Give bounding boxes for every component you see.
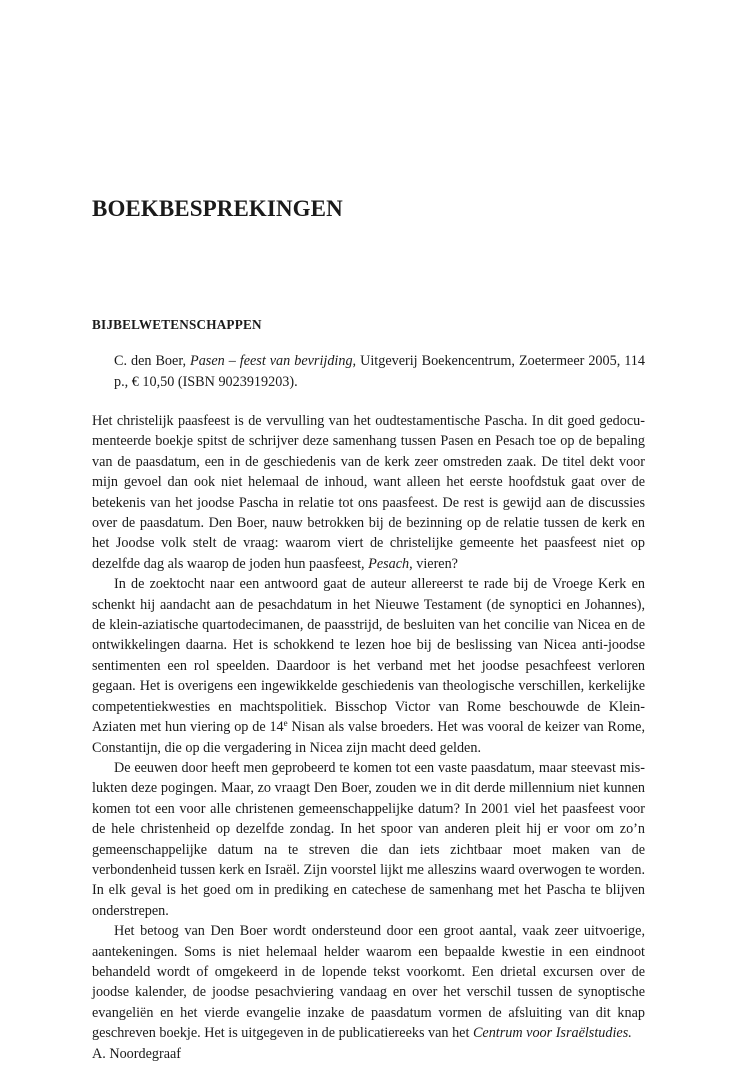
reviewer-signature: A. Noordegraaf	[92, 1045, 182, 1062]
review-paragraph-1-italic: Pesach	[368, 555, 410, 572]
review-paragraph-2-text: In de zoektocht naar een antwoord gaat de auteur allereerst te rade bij de Vroege Kerk en schenkt hij aandacht aan de pesachdatum in het Nieuwe Testament (de synoptici en Johannes), de klein-aziatische quartodecimanen, de paasstrijd, de besluiten van het concilie van Nicea en de ontwikkelingen daarna. Het is schokkend te lezen hoe bij de beslissing van Nicea anti-joodse sentimenten een rol speelden. Daardoor is het verband met het joodse pesachfeest verloren gegaan. Het is overigens een ingewikkelde geschiedenis van theologische verschillen, kerkelijke competentiekwesties en machtspolitiek. Bisschop Victor van Rome beschouwde de Klein-Aziaten met hun viering op de 14	[92, 576, 645, 736]
review-paragraph-4	[92, 921, 645, 1043]
review-paragraph-1-end: , vieren?	[409, 555, 458, 572]
review-body	[92, 411, 645, 1064]
book-citation	[114, 351, 645, 393]
review-paragraph-4-italic: Centrum voor Israëlstudies.	[472, 1025, 632, 1042]
review-paragraph-2-end: Nisan als valse broeders. Het was vooral de keizer van Rome, Constantijn, die op die vergadering in Nicea zijn macht deed gelden.	[92, 719, 645, 756]
citation-book-title: Pasen – feest van bevrijding,	[190, 353, 357, 369]
citation-author: C. den Boer,	[114, 353, 191, 369]
review-paragraph-2	[92, 574, 645, 758]
review-paragraph-3: De eeuwen door heeft men geprobeerd te komen tot een vaste paasdatum, maar steevast mislukten deze pogingen. Maar, zo vraagt Den Boer, zouden we in dit derde millennium niet kunnen komen tot een voor alle christenen gemeenschappelijke datum? In 2001 viel het paasfeest voor de hele christenheid op dezelfde zondag. In het spoor van anderen pleit hij er voor om zo’n gemeenschappelijke datum na te streven die dan iets zichtbaar moet maken van de verbondenheid tussen kerk en Israël. Zijn voorstel lijkt me alleszins waard overwogen te worden. In elk geval is het goed om in prediking en catechese de samenhang met het Pascha te blijven onderstrepen.	[92, 759, 645, 919]
review-paragraph-4-text: Het betoog van Den Boer wordt ondersteund door een groot aantal, vaak zeer uitvoerige, aantekeningen. Soms is niet helemaal helder waarom een bepaalde kwestie in een eindnoot behandeld wordt of omgekeerd in de lopende tekst voorkomt. Een drietal excursen over de joodse kalender, de joodse pesachviering vandaag en over het verschil tussen de synoptische evangeliën en het vierde evangelie inzake de paasdatum vormen de afsluiting van dit knap geschreven boekje. Het is uitgegeven in de publicatiereeks van het	[92, 923, 645, 1042]
review-paragraph-2-superscript: e	[283, 718, 288, 729]
review-paragraph-1-text: Het christelijk paasfeest is de vervulling van het oudtestamentische Pascha. In dit goed gedocumenteerde boekje spitst de schrijver deze samenhang tussen Pasen en Pesach toe op de bepaling van de paasdatum, een in de geschiedenis van de kerk zeer omstreden zaak. De titel dekt voor mijn gevoel dan ook niet helemaal de inhoud, want alleen het eerste hoofdstuk gaat over de betekenis van het joodse Pascha in relatie tot ons paasfeest. De rest is gewijd aan de discussies over de paasdatum. Den Boer, nauw betrokken bij de bezinning op de relatie tussen de kerk en het Joodse volk stelt de vraag: waarom viert de christelijke gemeente het paasfeest niet op dezelfde dag als waarop de joden hun paasfeest,	[92, 413, 645, 572]
citation-publisher-info: Uitgeverij Boekencentrum, Zoetermeer 2005, 114 p., € 10,50 (ISBN 9023919203).	[114, 353, 645, 390]
subsection-title: BIJBELWETENSCHAPPEN	[92, 317, 262, 332]
section-title: BOEKBESPREKINGEN	[92, 196, 343, 221]
review-paragraph-1	[92, 411, 645, 574]
